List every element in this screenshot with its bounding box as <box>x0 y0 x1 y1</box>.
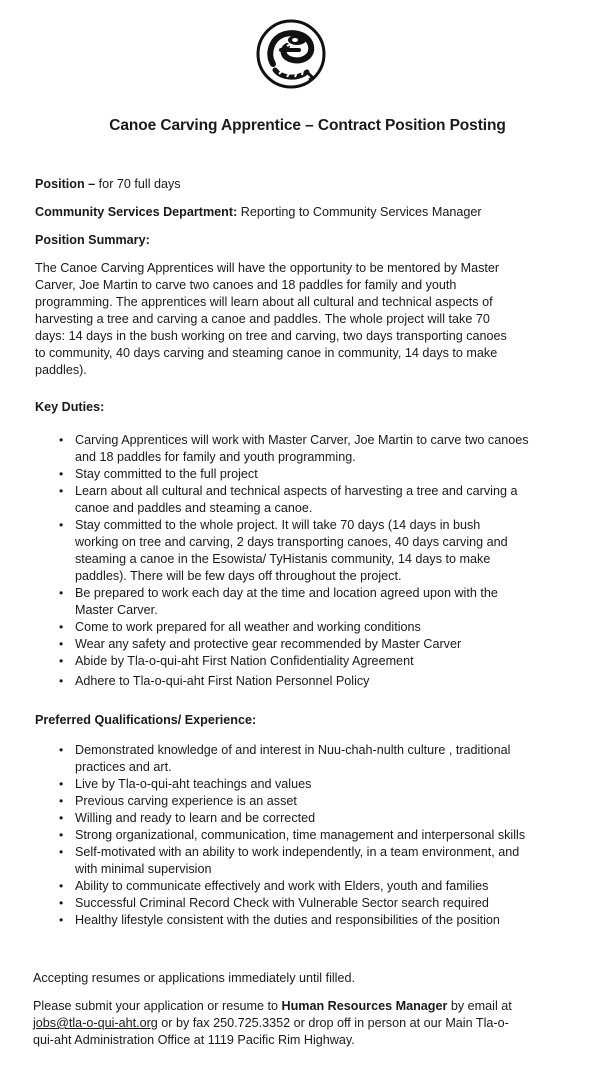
list-item <box>0 827 525 844</box>
list-item-line: • Stay committed to the full project <box>75 467 258 481</box>
list-item-line: steaming a canoe in the Esowista/ TyHistanis community, 14 days to make <box>75 552 491 566</box>
summary-line: to community, 40 days carving and steaming canoe in community, 14 days to make <box>35 346 498 360</box>
list-item-line: paddles). There will be few days off throughout the project. <box>75 569 402 583</box>
duties-list <box>0 432 529 690</box>
submit-line <box>33 998 593 1015</box>
list-item-line: • Ability to communicate effectively and work with Elders, youth and families <box>75 879 489 893</box>
email-link[interactable]: jobs@tla-o-qui-aht.org <box>33 1016 158 1030</box>
accepting-note: Accepting resumes or applications immediately until filled. <box>33 971 355 985</box>
list-item <box>0 793 525 810</box>
summary-line: harvesting a tree and carving a canoe and paddles. The whole project will take 70 <box>35 312 490 326</box>
submit-paragraph <box>33 998 593 1049</box>
department-value: Reporting to Community Services Manager <box>237 205 482 219</box>
list-item-line: • Stay committed to the whole project. It will take 70 days (14 days in bush <box>75 518 481 532</box>
page-title: Canoe Carving Apprentice – Contract Position Posting <box>109 117 506 134</box>
list-item-line: • Willing and ready to learn and be corrected <box>75 811 316 825</box>
list-item-line: Master Carver. <box>75 603 158 617</box>
list-item-line: • Learn about all cultural and technical aspects of harvesting a tree and carving a <box>75 484 518 498</box>
list-item <box>0 432 529 466</box>
position-line <box>35 176 181 193</box>
submit-line <box>33 1015 593 1032</box>
summary-line: programming. The apprentices will learn about all cultural and technical aspects of <box>35 295 493 309</box>
list-item <box>0 810 525 827</box>
list-item-line: • Come to work prepared for all weather and working conditions <box>75 620 421 634</box>
list-item-line: • Be prepared to work each day at the time and location agreed upon with the <box>75 586 498 600</box>
list-item-line: • Successful Criminal Record Check with Vulnerable Sector search required <box>75 896 489 910</box>
list-item-line: • Demonstrated knowledge of and interest in Nuu-chah-nulth culture , traditional <box>75 743 511 757</box>
list-item-line: • Self-motivated with an ability to work independently, in a team environment, and <box>75 845 520 859</box>
list-item <box>0 878 525 895</box>
submit-line: qui-aht Administration Office at 1119 Pacific Rim Highway. <box>33 1033 355 1047</box>
list-item <box>0 585 529 619</box>
list-item-line: • Healthy lifestyle consistent with the duties and responsibilities of the position <box>75 913 500 927</box>
list-item <box>0 483 529 517</box>
list-item <box>0 636 529 653</box>
summary-line: paddles). <box>35 363 87 377</box>
list-item <box>0 844 525 878</box>
submit-suffix: by email at <box>447 999 512 1013</box>
serpent-canoe-emblem-icon <box>253 14 329 94</box>
position-value: for 70 full days <box>95 177 181 191</box>
list-item <box>0 895 525 912</box>
qualifications-list <box>0 742 525 929</box>
list-item-line: • Wear any safety and protective gear recommended by Master Carver <box>75 637 462 651</box>
list-item-line: working on tree and carving, 2 days transporting canoes, 40 days carving and <box>75 535 508 549</box>
submit-prefix: Please submit your application or resume to <box>33 999 282 1013</box>
list-item-line: • Live by Tla-o-qui-aht teachings and values <box>75 777 312 791</box>
list-item-line: and 18 paddles for family and youth programming. <box>75 450 356 464</box>
list-item <box>0 776 525 793</box>
list-item-line: canoe and paddles and steaming a canoe. <box>75 501 313 515</box>
list-item-line: • Strong organizational, communication, time management and interpersonal skills <box>75 828 526 842</box>
list-item-line: with minimal supervision <box>75 862 212 876</box>
list-item-line: • Adhere to Tla-o-qui-aht First Nation Personnel Policy <box>75 674 370 688</box>
list-item <box>0 619 529 636</box>
list-item <box>0 517 529 585</box>
position-label: Position – <box>35 177 96 191</box>
summary-heading: Position Summary: <box>35 233 150 247</box>
list-item <box>0 742 525 776</box>
department-label: Community Services Department: <box>35 205 238 219</box>
department-line <box>35 204 482 221</box>
list-item-line: practices and art. <box>75 760 172 774</box>
summary-line: Carver, Joe Martin to carve two canoes and 18 paddles for family and youth <box>35 278 457 292</box>
duties-heading: Key Duties: <box>35 400 105 414</box>
list-item <box>0 912 525 929</box>
summary-line: The Canoe Carving Apprentices will have the opportunity to be mentored by Master <box>35 261 500 275</box>
list-item <box>0 466 529 483</box>
hr-manager: Human Resources Manager <box>281 999 448 1013</box>
list-item-line: • Abide by Tla-o-qui-aht First Nation Confidentiality Agreement <box>75 654 414 668</box>
list-item-line: • Previous carving experience is an asset <box>75 794 297 808</box>
qualifications-heading: Preferred Qualifications/ Experience: <box>35 713 257 727</box>
list-item <box>0 673 529 690</box>
summary-line: days: 14 days in the bush working on tree and carving, two days transporting canoes <box>35 329 507 343</box>
summary-paragraph <box>35 260 580 379</box>
list-item-line: • Carving Apprentices will work with Master Carver, Joe Martin to carve two canoes <box>75 433 529 447</box>
list-item <box>0 653 529 670</box>
fax-text: or by fax 250.725.3352 or drop off in person at our Main Tla-o- <box>157 1016 509 1030</box>
